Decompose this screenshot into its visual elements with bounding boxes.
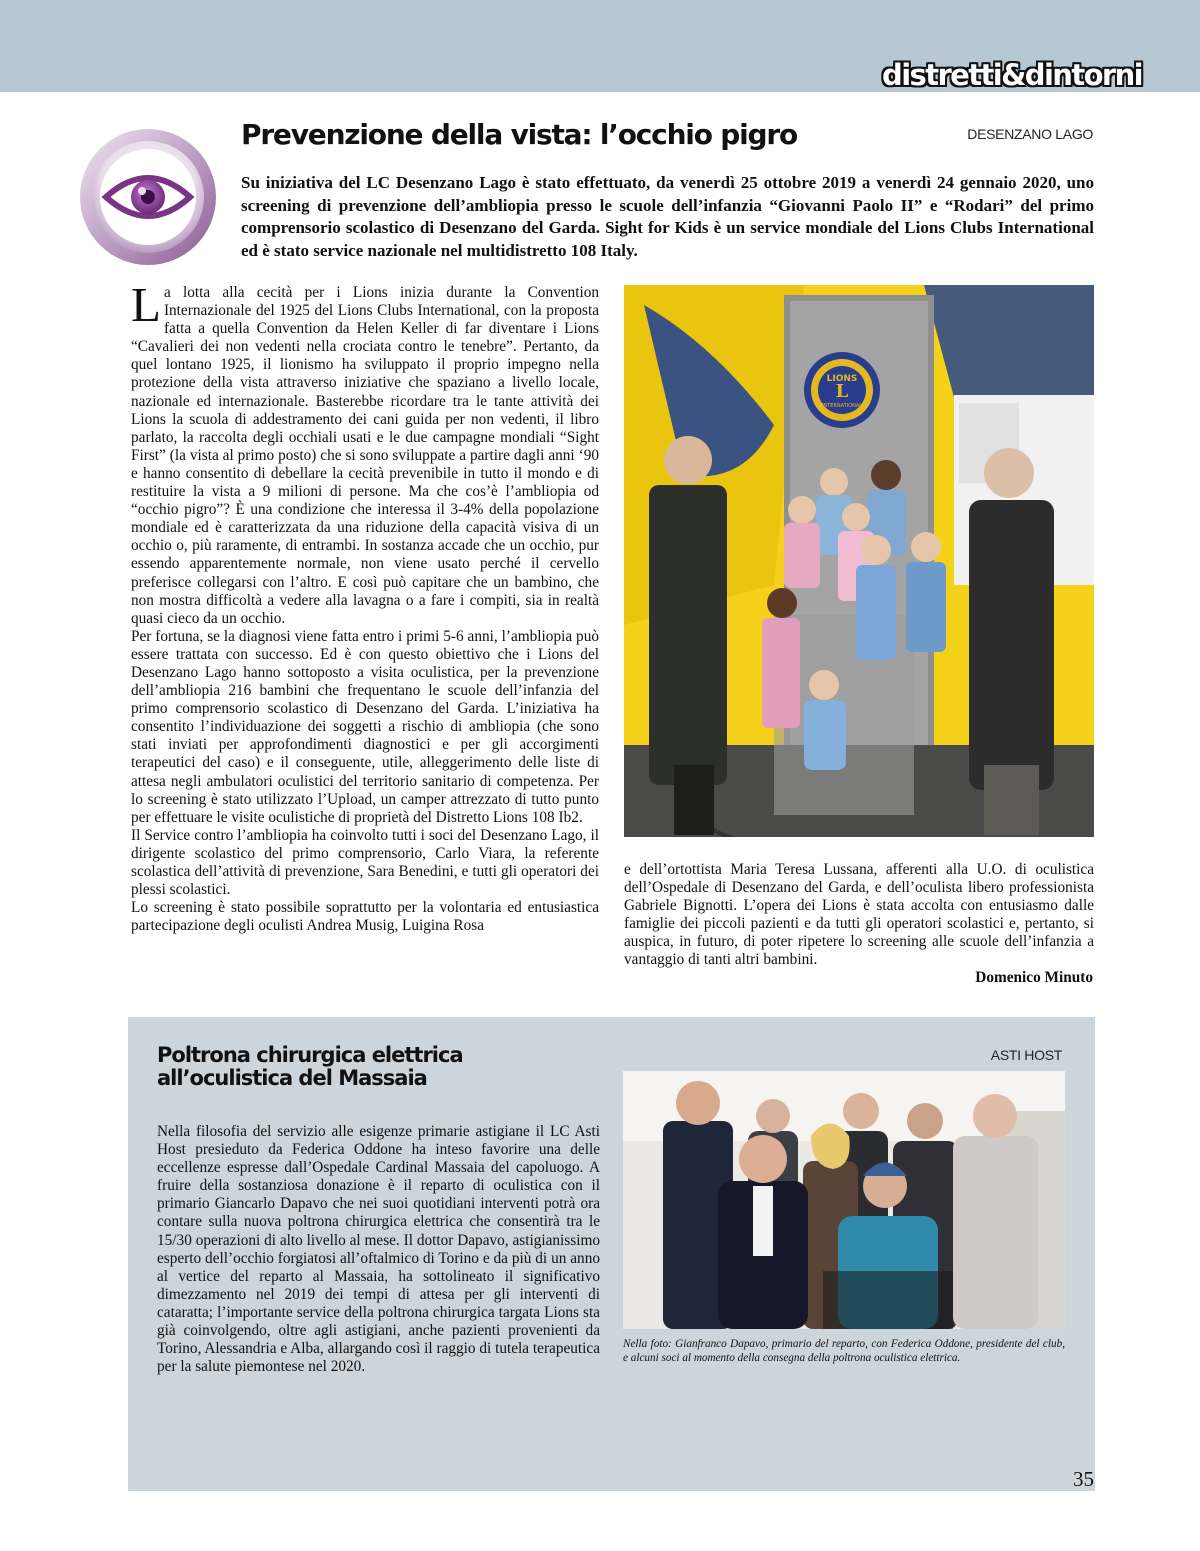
article-title: Prevenzione della vista: l’occhio pigro [241, 118, 798, 151]
article-lead: Su iniziativa del LC Desenzano Lago è stato effettuato, da venerdì 25 ottobre 2019 a venerdì 24 gennaio 2020, uno screening di prevenzione dell’ambliopia presso le scuole dell’infanzia “Giovanni Paolo II” e “Rodari” del primo comprensorio scolastico di Desenzano del Garda. Sight for Kids è un service mondiale del Lions Clubs International ed è stato service nazionale nel multidistretto 108 Italy. [241, 173, 1094, 260]
drop-cap: L [131, 277, 161, 332]
body-paragraph: Per fortuna, se la diagnosi viene fatta entro i primi 5-6 anni, l’ambliopia può essere trattata con successo. Ed è con questo obiettivo che i Lions del Desenzano Lago hanno sottoposto a visita oculistica, per la prevenzione dell’ambliopia 216 bambini che frequentano le scuole dell’infanzia del primo comprensorio scolastico di Desenzano del Garda. L’iniziativa ha consentito l’individuazione dei soggetti a rischio di ambliopia (che sono stati inviati per approfondimenti diagnostici e per gli accorgimenti terapeutici del caso) e il conseguente, utile, alleggerimento delle liste di attesa negli ambulatori oculistici del territorio sanitario di competenza. Per lo screening è stato utilizzato l’Upload, un camper attrezzato di tutto punto per effettuare le visite oculistiche di proprietà del Distretto Lions 108 Ib2. [131, 627, 599, 826]
body-paragraph: La lotta alla cecità per i Lions inizia durante la Convention Internazionale del 1925 del Lions Clubs International, con la proposta fatta a quella Convention da Helen Keller di far diventare i Lions “Cavalieri dei non vedenti nella crociata contro le tenebre”. Pertanto, da quel lontano 1925, il lionismo ha sviluppato il proprio impegno nella protezione della vista attraverso iniziative che spaziano a livello locale, nazionale ed internazionale. Basterebbe ricordare tra le tante attività dei Lions la scuola di addestramento dei cani guida per non vedenti, il libro parlato, la raccolta degli occhiali usati e le due campagne mondiali “Sight First” (la vista al primo posto) che si sono sviluppate a partire dagli anni ‘90 e hanno consentito di debellare la cecità prevenibile in tutto il mondo e di restituire la vista a 9 milioni di persone. Ma che cos’è l’ambliopia od “occhio pigro”? È una condizione che interessa il 3-4% della popolazione mondiale ed è caratterizzata da una riduzione della capacità visiva di un occhio o, più raramente, di entrambi. In sostanza accade che un occhio, pur essendo apparentemente normale, non viene usato perché il cervello preferisce collegarsi con l’altro. E così può capitare che un bambino, che non mostra difficoltà a vedere alla lavagna o a fare i compiti, sia in realtà quasi cieco da un occhio. [131, 277, 599, 627]
photo-group-doctors [623, 1071, 1065, 1329]
article-byline: Domenico Minuto [975, 969, 1093, 986]
box-article-location: ASTI HOST [990, 1047, 1062, 1063]
lions-sign-text: LIONS [826, 374, 858, 384]
photo-camper-children [624, 285, 1094, 837]
svg-text:L: L [835, 381, 849, 402]
header-bar [0, 0, 1200, 92]
body-paragraph: Il Service contro l’ambliopia ha coinvolto tutti i soci del Desenzano Lago, il dirigente scolastico del primo comprensorio, Carlo Viara, la referente scolastica dell’attività di prevenzione, Sara Benedini, e tutti gli operatori dei plessi scolastici. [131, 826, 599, 899]
photo-caption: Nella foto: Gianfranco Dapavo, primario del reparto, con Federica Oddone, presidente del club, e alcuni soci al momento della consegna della poltrona oculistica elettrica. [623, 1338, 1065, 1364]
article-body-left [131, 277, 599, 935]
body-paragraph: Lo screening è stato possibile soprattutto per la volontaria ed entusiastica partecipazione degli oculisti Andrea Musig, Luigina Rosa [131, 899, 599, 935]
section-tag: distretti&dintorni [882, 58, 1142, 92]
box-article-title: Poltrona chirurgica elettrica all’oculistica del Massaia [157, 1043, 463, 1090]
article-body-right: e dell’ortottista Maria Teresa Lussana, afferenti alla U.O. di oculistica dell’Ospedale di Desenzano del Garda, e dell’oculista libero professionista Gabriele Bignotti. L’opera dei Lions è stata accolta con entusiasmo dalle famiglie dei piccoli pazienti e da tutti gli operatori scolastici e, pertanto, si auspica, in futuro, di poter ripetere lo screening alle scuole dell’infanzia a vantaggio di tanti altri bambini. [624, 861, 1094, 969]
lions-sign-subtext: INTERNATIONAL [821, 403, 863, 409]
page-number: 35 [1073, 1467, 1094, 1491]
article-location: DESENZANO LAGO [967, 126, 1093, 142]
box-article-body: Nella filosofia del servizio alle esigenze primarie astigiane il LC Asti Host presieduto da Federica Oddone ha inteso favorire una delle eccellenze espresse dall’Ospedale Cardinal Massaia del capoluogo. A fruire della sostanziosa donazione è il reparto di oculistica con il primario Giancarlo Dapavo che nei suoi quotidiani interventi potrà ora contare sulla nuova poltrona chirurgica elettrica che consentirà tra le 15/30 operazioni di alto livello al mese. Il dottor Dapavo, astigianissimo esperto dell’occhio forgiatosi all’oftalmico di Torino e da più di un anno al vertice del reparto al Massaia, ha sottolineato il significativo dimezzamento nel 2019 dei tempi di attesa per gli interventi di cataratta; l’importante service della poltrona chirurgica targata Lions sta già coinvolgendo, oltre agli astigiani, anche pazienti provenienti da Torino, Alessandria e Alba, allargando così il raggio di tutela terapeutica per la salute piemontese nel 2020. [157, 1123, 600, 1376]
eye-icon [78, 127, 218, 267]
